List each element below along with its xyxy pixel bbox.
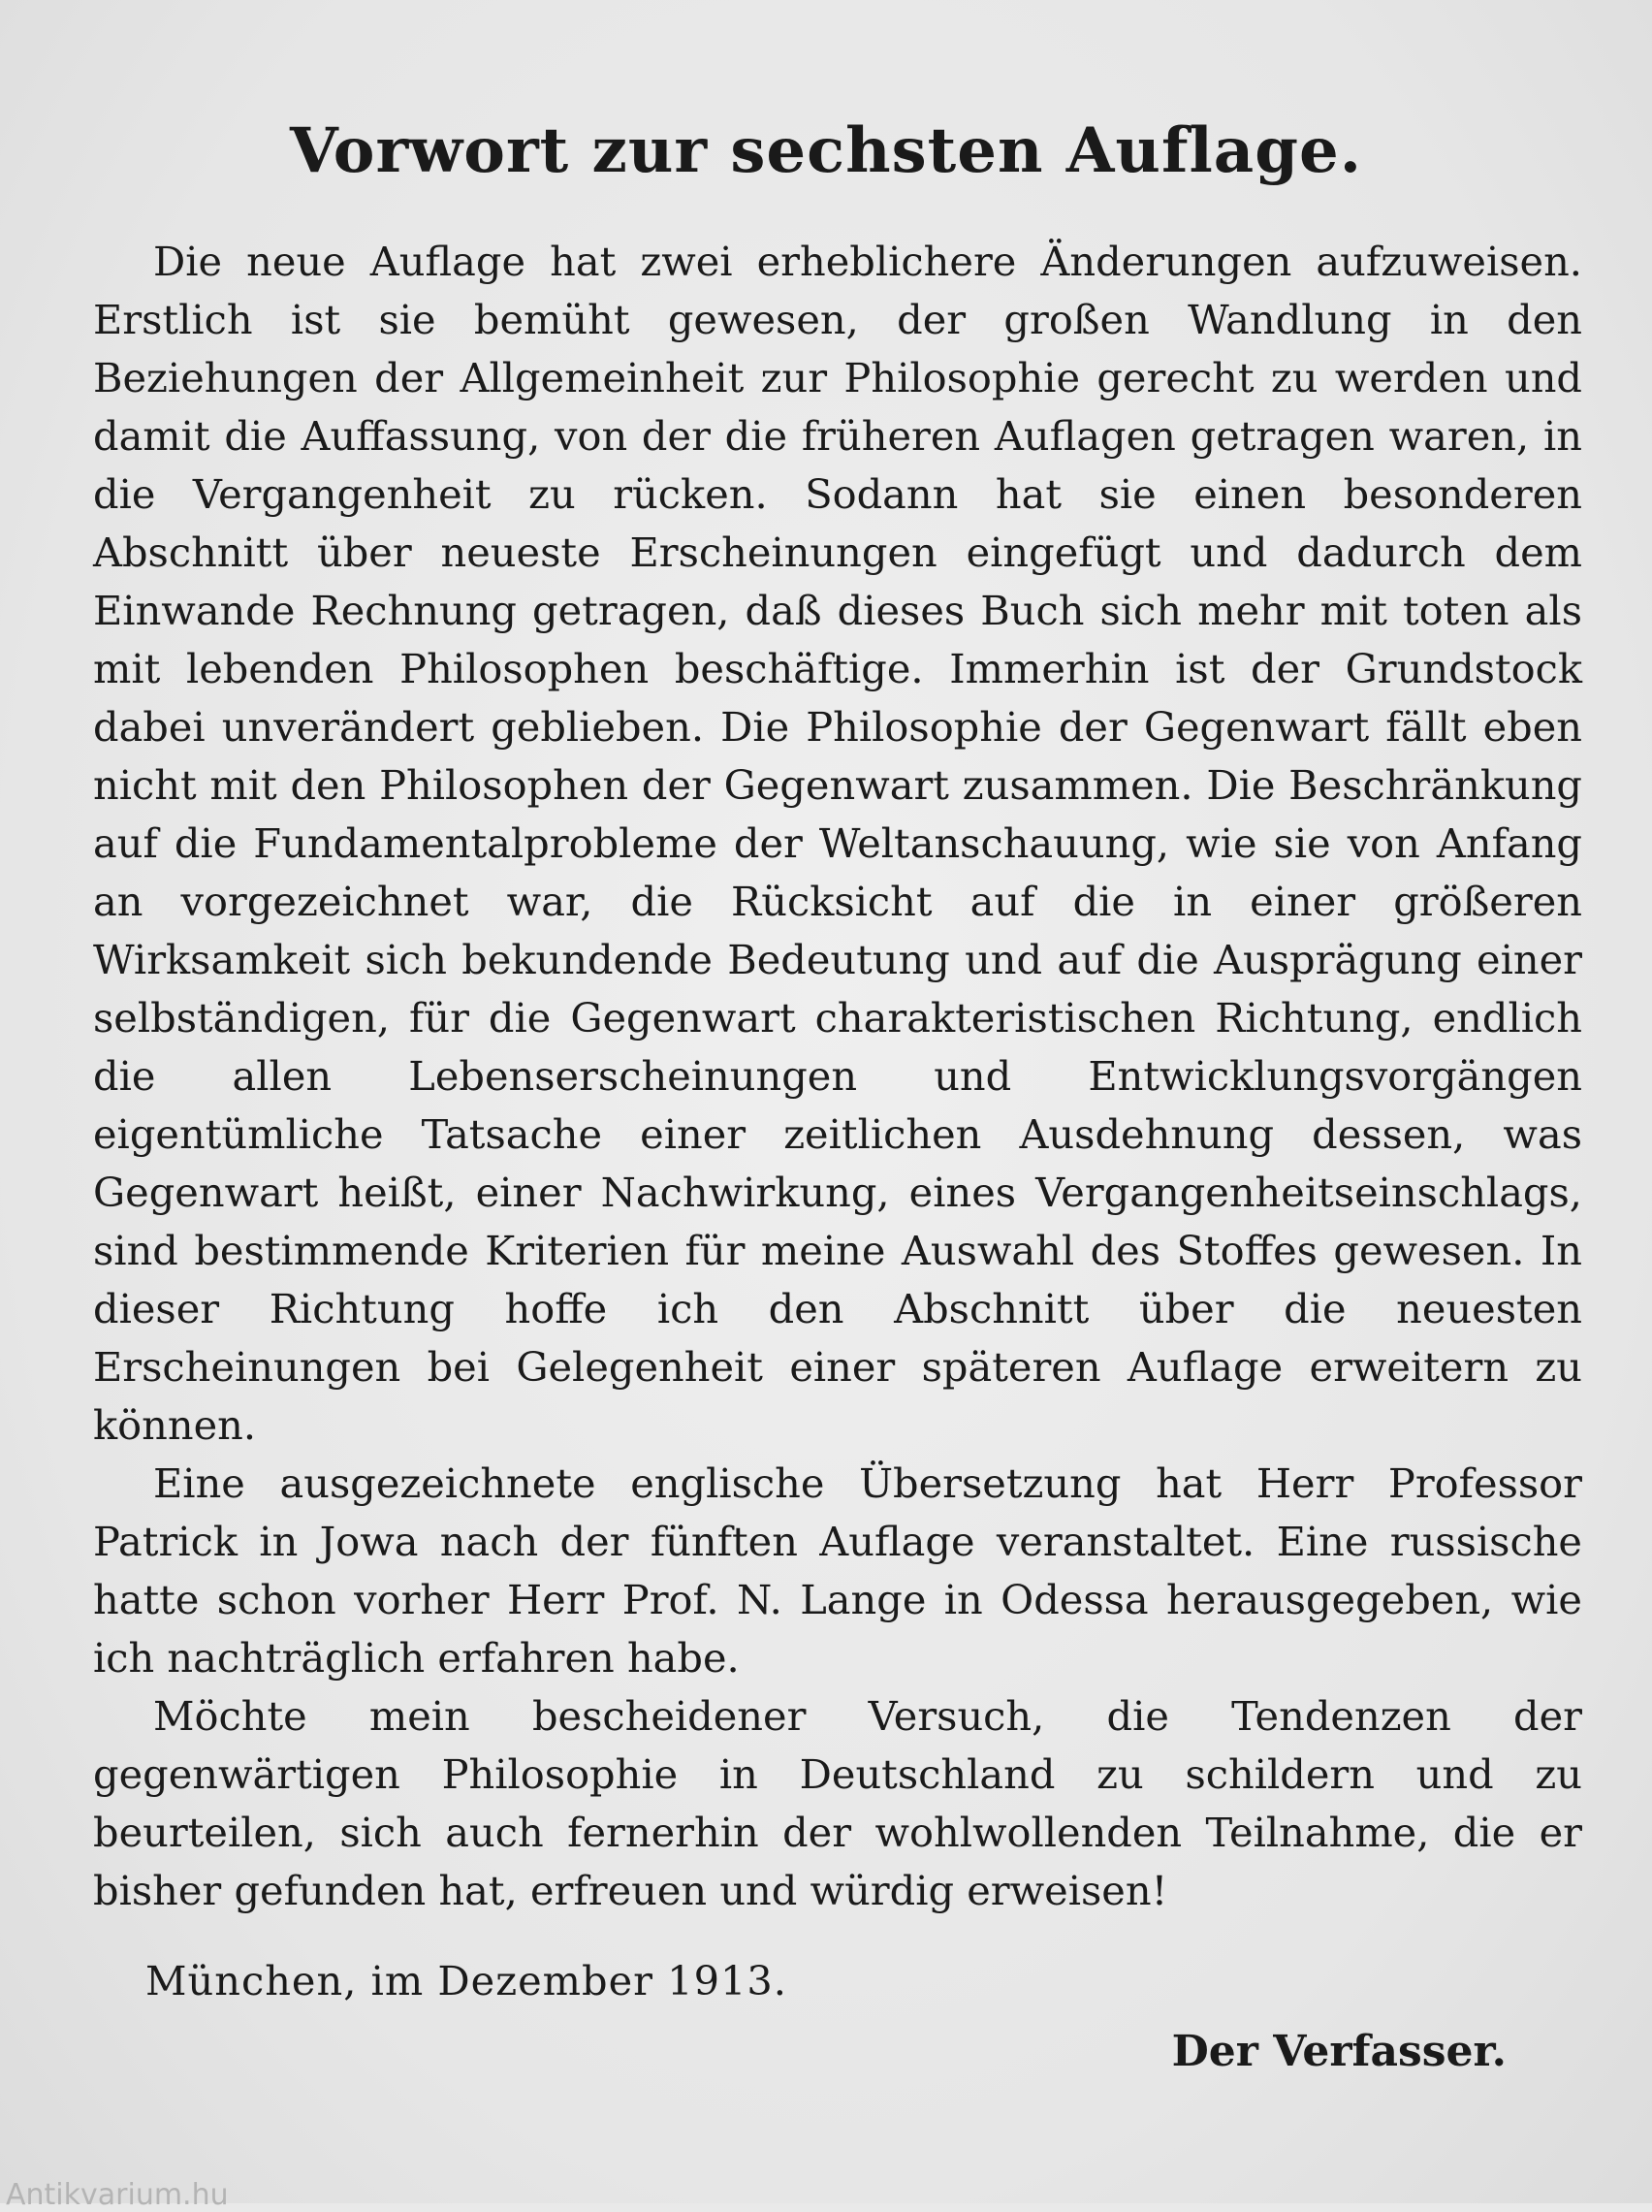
page-title: Vorwort zur sechsten Auflage. <box>289 114 1363 187</box>
paragraph-2: Eine ausgezeichnete englische Übersetzung hat Herr Professor Patrick in Jowa nach der fünften Auflage veranstaltet. Eine russische hatte schon vorher Herr Prof. N. Lange in Odessa herausgegeben, wie ich nachträglich erfahren habe. <box>93 1459 1582 1682</box>
paragraph-3: Möchte mein bescheidener Versuch, die Tendenzen der gegenwärtigen Philosophie in Deutschland zu schildern und zu beurteilen, sich auch fernerhin der wohlwollenden Teilnahme, die er bisher gefunden hat, erfreuen und würdig erweisen! <box>93 1692 1582 1914</box>
paragraph-1: Die neue Auflage hat zwei erheblichere Änderungen aufzuweisen. Erstlich ist sie bemüht gewesen, der großen Wandlung in den Beziehungen der Allgemeinheit zur Philosophie gerecht zu werden und damit die Auffassung, von der die früheren Auflagen getragen waren, in die Vergangenheit zu rücken. Sodann hat sie einen besonderen Abschnitt über neueste Erscheinungen eingefügt und dadurch dem Einwande Rechnung getragen, daß dieses Buch sich mehr mit toten als mit lebenden Philosophen beschäftige. Immerhin ist der Grundstock dabei unverändert geblieben. Die Philosophie der Gegenwart fällt eben nicht mit den Philosophen der Gegenwart zusammen. Die Beschränkung auf die Fundamentalprobleme der Weltanschauung, wie sie von Anfang an vorgezeichnet war, die Rücksicht auf die in einer größeren Wirksamkeit sich bekundende Bedeutung und auf die Ausprägung einer selbständigen, für die Gegenwart charakteristischen Richtung, endlich die allen Lebenserscheinungen und Entwicklungsvorgängen eigentümliche Tatsache einer zeitlichen Ausdehnung dessen, was Gegenwart heißt, einer Nachwirkung, eines Vergangenheitseinschlags, sind bestimmende Kriterien für meine Auswahl des Stoffes gewesen. In dieser Richtung hoffe ich den Abschnitt über die neuesten Erscheinungen bei Gelegenheit einer späteren Auflage erweitern zu können. <box>93 238 1582 1449</box>
body-text <box>93 233 1582 1920</box>
signature: Der Verfasser. <box>1171 2027 1507 2076</box>
place-date: München, im Dezember 1913. <box>145 1957 787 2004</box>
watermark-text: Antikvarium.hu <box>6 2178 229 2212</box>
